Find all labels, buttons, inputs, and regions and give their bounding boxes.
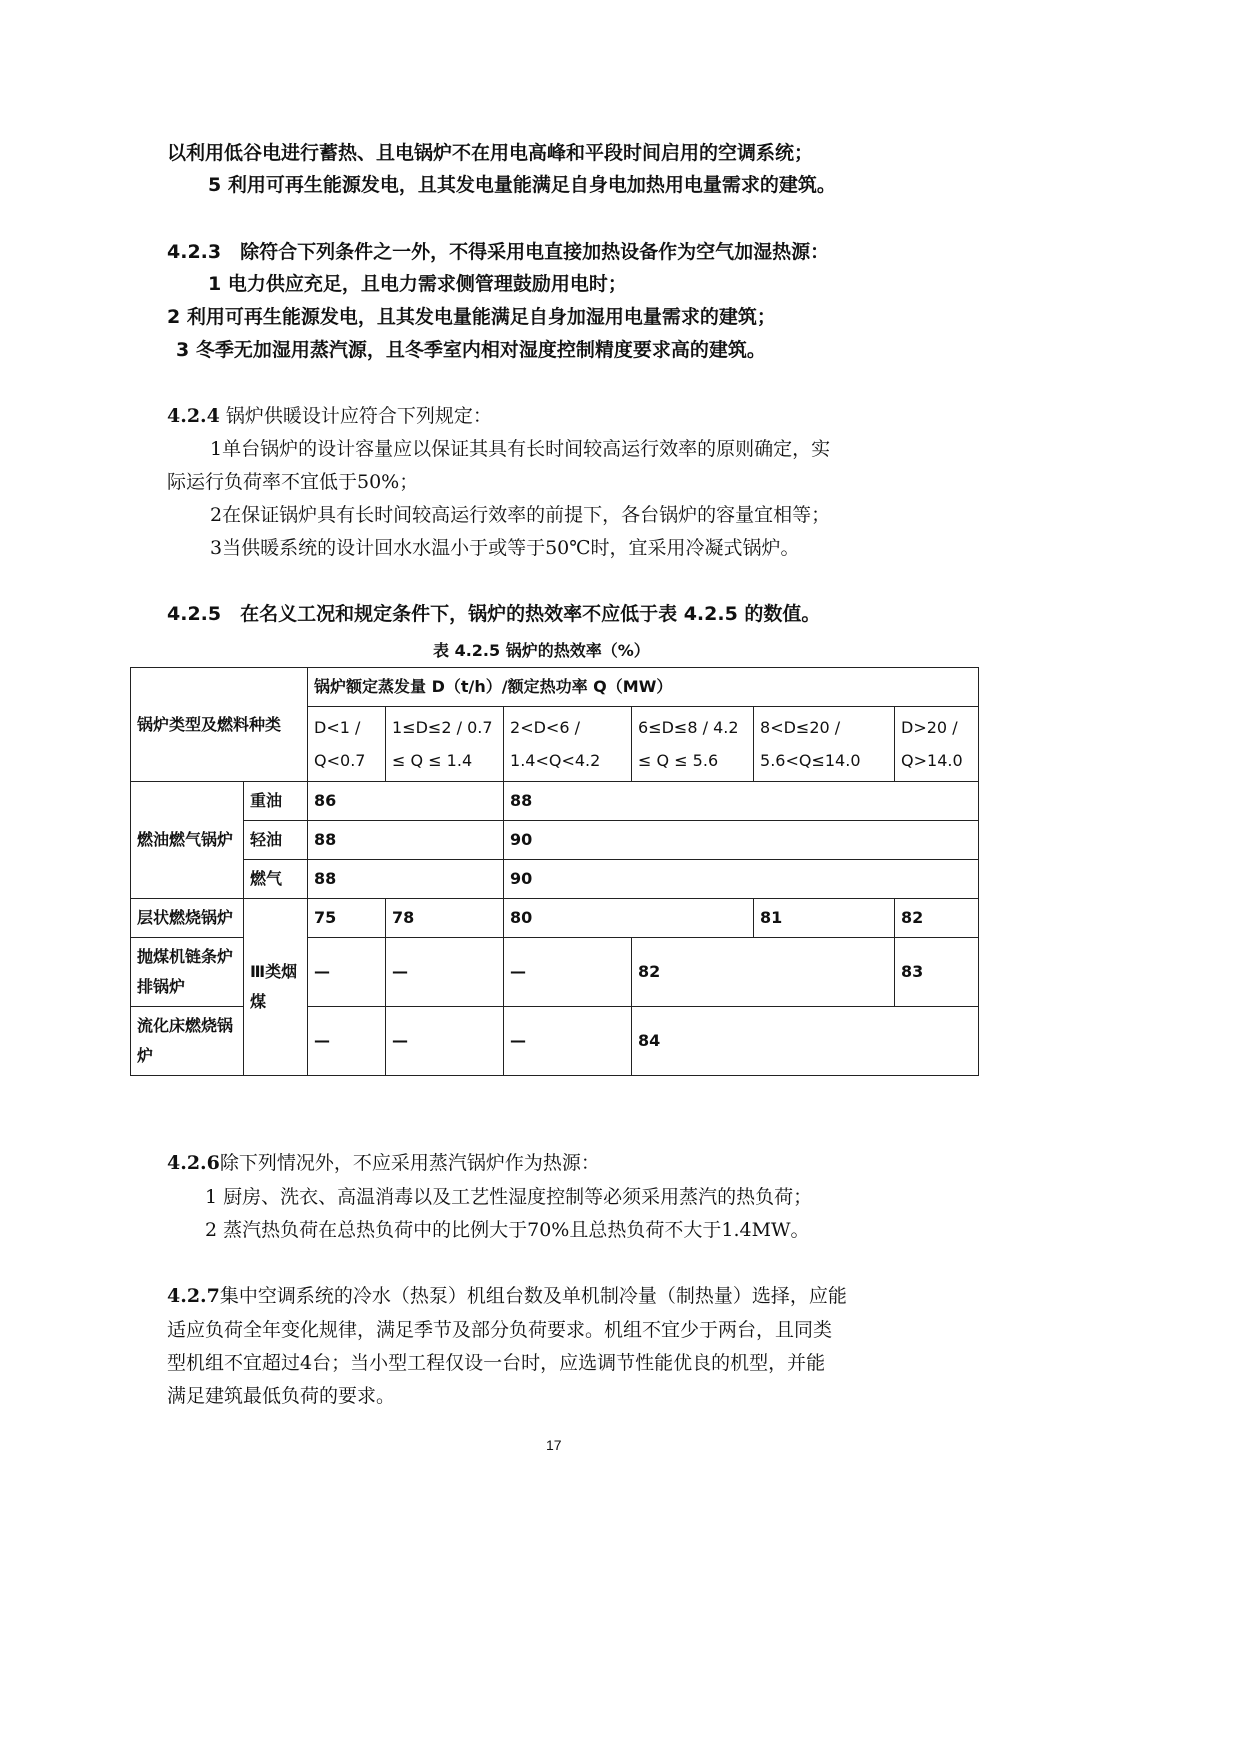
table-cell: 88	[504, 782, 979, 821]
fuel-label: 轻油	[244, 821, 308, 860]
fuel-label: 燃气	[244, 860, 308, 899]
section-heading-4-2-7	[167, 1281, 847, 1308]
list-item: 1 电力供应充足，且电力需求侧管理鼓励用电时；	[208, 273, 627, 295]
table-cell: —	[504, 938, 632, 1007]
section-text: 集中空调系统的冷水（热泵）机组台数及单机制冷量（制热量）选择，应能	[219, 1285, 847, 1307]
range-header: 6≤D≤8 / 4.2 ≤ Q ≤ 5.6	[632, 707, 754, 782]
page-number: 17	[546, 1437, 562, 1453]
range-header: 8<D≤20 / 5.6<Q≤14.0	[754, 707, 895, 782]
table-caption: 表 4.2.5 锅炉的热效率（%）	[433, 641, 650, 660]
section-heading-4-2-3: 4.2.3 除符合下列条件之一外，不得采用电直接加热设备作为空气加湿热源：	[167, 241, 830, 263]
paragraph-line: 适应负荷全年变化规律，满足季节及部分负荷要求。机组不宜少于两台，且同类	[167, 1319, 833, 1341]
list-item: 3当供暖系统的设计回水水温小于或等于50℃时，宜采用冷凝式锅炉。	[210, 537, 800, 559]
table-cell: 86	[308, 782, 504, 821]
list-item: 3 冬季无加湿用蒸汽源，且冬季室内相对湿度控制精度要求高的建筑。	[176, 339, 766, 361]
table-header-capacity: 锅炉额定蒸发量 D（t/h）/额定热功率 Q（MW）	[308, 668, 979, 707]
table-cell: —	[386, 938, 504, 1007]
row-label: 流化床燃烧锅炉	[131, 1007, 244, 1076]
table-cell: 78	[386, 899, 504, 938]
table-cell: 90	[504, 821, 979, 860]
table-cell: 88	[308, 821, 504, 860]
range-header: 1≤D≤2 / 0.7 ≤ Q ≤ 1.4	[386, 707, 504, 782]
fuel-label: 重油	[244, 782, 308, 821]
section-heading-4-2-6	[167, 1148, 600, 1175]
table-cell: 90	[504, 860, 979, 899]
range-header: D>20 / Q>14.0	[895, 707, 979, 782]
row-label: 层状燃烧锅炉	[131, 899, 244, 938]
table-cell: 81	[754, 899, 895, 938]
list-item-continuation: 际运行负荷率不宜低于50%；	[167, 471, 419, 493]
table-cell: —	[308, 1007, 386, 1076]
section-number: 4.2.4	[167, 405, 220, 427]
section-number: 4.2.6	[167, 1152, 220, 1174]
section-title: 除下列情况外，不应采用蒸汽锅炉作为热源：	[219, 1152, 600, 1174]
table-cell: —	[504, 1007, 632, 1076]
list-item: 2 蒸汽热负荷在总热负荷中的比例大于70%且总热负荷不大于1.4MW。	[205, 1219, 810, 1241]
boiler-efficiency-table	[130, 667, 979, 1076]
list-item: 1单台锅炉的设计容量应以保证其具有长时间较高运行效率的原则确定，实	[210, 438, 831, 460]
paragraph-line: 型机组不宜超过4台；当小型工程仅设一台时，应选调节性能优良的机型，并能	[167, 1352, 826, 1374]
section-number: 4.2.7	[167, 1285, 220, 1307]
range-header: 2<D<6 / 1.4<Q<4.2	[504, 707, 632, 782]
table-cell: —	[308, 938, 386, 1007]
table-cell: 82	[895, 899, 979, 938]
table-cell: 75	[308, 899, 386, 938]
section-heading-4-2-5: 4.2.5 在名义工况和规定条件下，锅炉的热效率不应低于表 4.2.5 的数值。	[167, 603, 821, 625]
table-cell: 84	[632, 1007, 979, 1076]
table-cell: 80	[504, 899, 754, 938]
table-cell: 82	[632, 938, 895, 1007]
section-title: 锅炉供暖设计应符合下列规定：	[219, 405, 492, 427]
table-header-type: 锅炉类型及燃料种类	[131, 668, 308, 782]
range-header: D<1 / Q<0.7	[308, 707, 386, 782]
row-group-label: 燃油燃气锅炉	[131, 782, 244, 899]
section-heading-4-2-4	[167, 401, 492, 428]
list-item: 2在保证锅炉具有长时间较高运行效率的前提下，各台锅炉的容量宜相等；	[210, 504, 831, 526]
list-item: 5 利用可再生能源发电，且其发电量能满足自身电加热用电量需求的建筑。	[208, 174, 836, 196]
paragraph-line: 满足建筑最低负荷的要求。	[167, 1385, 396, 1407]
table-cell: 88	[308, 860, 504, 899]
paragraph-line: 以利用低谷电进行蓄热、且电锅炉不在用电高峰和平段时间启用的空调系统；	[167, 142, 814, 164]
row-label: 抛煤机链条炉排锅炉	[131, 938, 244, 1007]
table-cell: 83	[895, 938, 979, 1007]
table-cell: —	[386, 1007, 504, 1076]
list-item: 1 厨房、洗衣、高温消毒以及工艺性湿度控制等必须采用蒸汽的热负荷；	[205, 1186, 813, 1208]
coal-type-label: Ⅲ类烟煤	[244, 899, 308, 1076]
list-item: 2 利用可再生能源发电，且其发电量能满足自身加湿用电量需求的建筑；	[167, 306, 776, 328]
